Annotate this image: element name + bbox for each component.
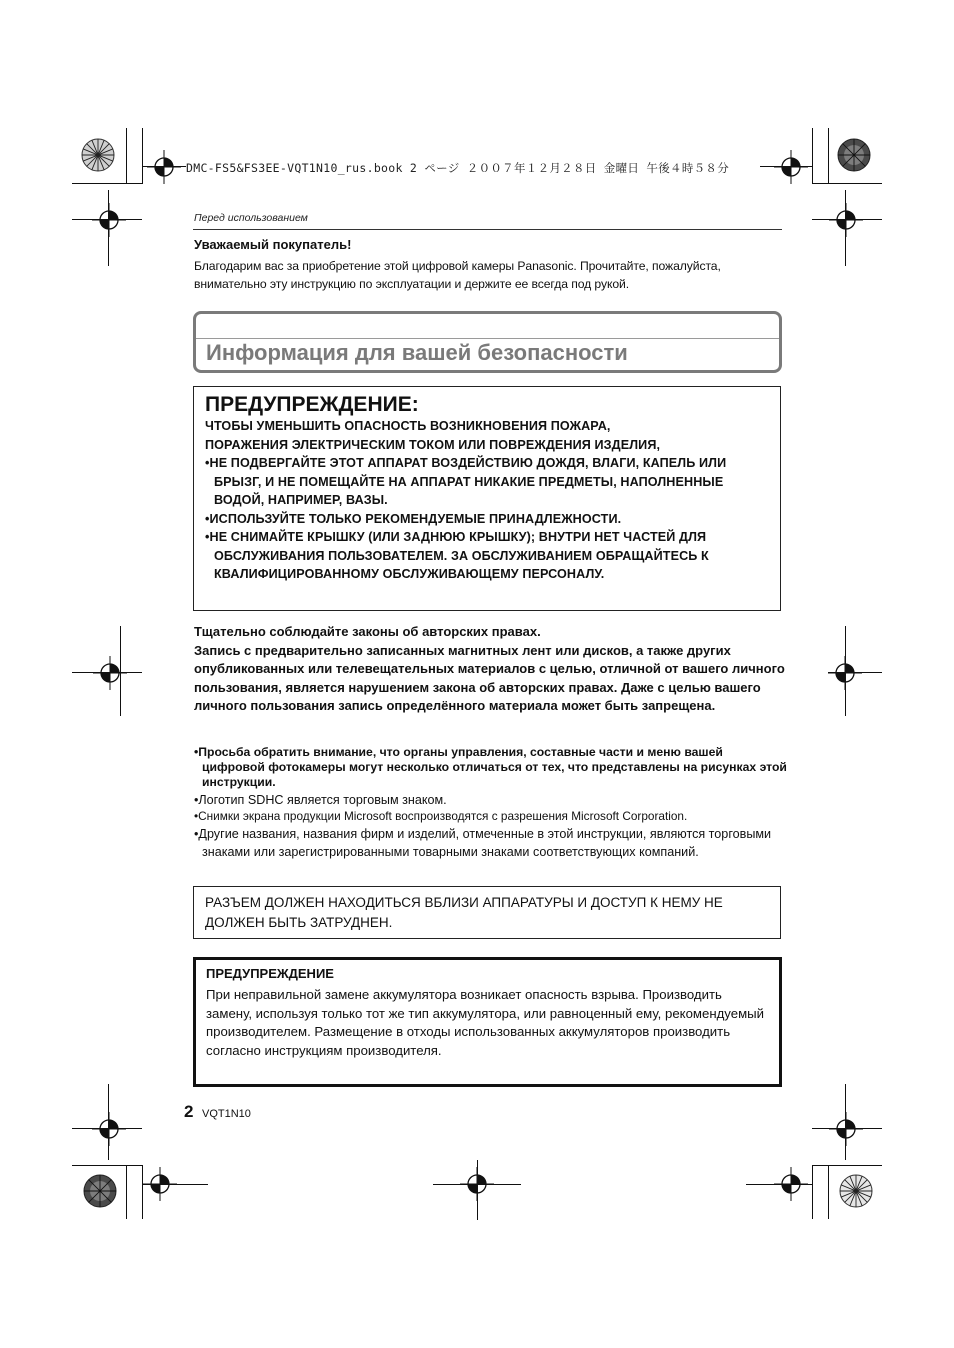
battery-warning-box [193,957,782,1087]
intro-text [194,257,786,293]
warning-bullet: •НЕ СНИМАЙТЕ КРЫШКУ (ИЛИ ЗАДНЮЮ КРЫШКУ); ВНУТРИ НЕТ ЧАСТЕЙ ДЛЯ ОБСЛУЖИВАНИЯ ПОЛЬЗОВАТЕЛЕМ. ЗА ОБСЛУЖИВАНИЕМ ОБРАЩАЙТЕСЬ К КВАЛИФИЦИРОВАННОМУ ОБСЛУЖИВАЮЩЕМУ ПЕРСОНАЛУ. [205,530,709,581]
sunburst-mark-icon [836,137,872,173]
intro-line: внимательно эту инструкцию по эксплуатации и держите ее всегда под рукой. [194,277,629,291]
note-item: •Другие названия, названия фирм и изделий, отмеченные в этой инструкции, являются торговыми знаками или зарегистрированными товарными знаками соответствующих компаний. [194,826,772,860]
registration-mark-icon [147,150,181,184]
sunburst-mark-icon [80,137,116,173]
registration-mark-icon [92,1112,126,1146]
registration-mark-icon [829,1112,863,1146]
battery-warning-text: При неправильной замене аккумулятора возникает опасность взрыва. Производить замену, используя только тот же тип аккумулятора, или равноценный ему, рекомендуемый производителем. Размещение в отходы использованных аккумуляторов производить согласно инструкциям производителя. [206,987,764,1058]
registration-mark-icon [143,1167,177,1201]
sunburst-mark-icon [838,1173,874,1209]
warning-text [205,417,775,584]
note-item: •Логотип SDHC является торговым знаком. [194,792,447,807]
warning-bullet: •ИСПОЛЬЗУЙТЕ ТОЛЬКО РЕКОМЕНДУЕМЫЕ ПРИНАДЛЕЖНОСТИ. [205,511,622,526]
warning-box [193,386,781,611]
copyright-notice [194,623,786,716]
registration-mark-icon [829,203,863,237]
registration-mark-icon [93,656,127,690]
notes-list [194,745,788,862]
safety-title-box [193,311,782,373]
copyright-text: Запись с предварительно записанных магнитных лент или дисков, а также других опубликованных или телевещательных материалов с целью, отличной от вашего личного пользования, является нарушением закона об авторских правах. Даже с целью вашего личного пользования запись определённого материала может быть запрещена. [194,642,785,713]
registration-mark-icon [774,150,808,184]
document-code: VQT1N10 [202,1108,251,1120]
page-number: 2 [184,1102,194,1121]
section-label: Перед использованием [194,212,308,224]
section-divider [193,229,782,230]
note-item: •Просьба обратить внимание, что органы управления, составные части и меню вашей цифровой фотокамеры могут несколько отличаться от тех, что представлены на рисунках этой инструкции. [194,745,787,790]
intro-heading: Уважаемый покупатель! [194,237,352,252]
registration-mark-icon [92,203,126,237]
warning-intro-line: ПОРАЖЕНИЯ ЭЛЕКТРИЧЕСКИМ ТОКОМ ИЛИ ПОВРЕЖДЕНИЯ ИЗДЕЛИЯ, [205,437,661,452]
registration-mark-icon [828,656,862,690]
print-header-strip: DMC-FS5&FS3EE-VQT1N10_rus.book 2 ページ ２００７年１２月２８日 金曜日 午後４時５８分 [186,161,730,175]
warning-title: ПРЕДУПРЕЖДЕНИЕ: [205,393,419,416]
registration-mark-icon [774,1167,808,1201]
battery-warning-title: ПРЕДУПРЕЖДЕНИЕ [206,966,334,981]
safety-title: Информация для вашей безопасности [206,340,628,365]
connector-notice-box [193,886,781,939]
title-box-rule [196,338,779,339]
registration-mark-icon [460,1167,494,1201]
copyright-heading: Тщательно соблюдайте законы об авторских правах. [194,624,541,639]
intro-line: Благодарим вас за приобретение этой цифровой камеры Panasonic. Прочитайте, пожалуйста, [194,259,721,273]
sunburst-mark-icon [82,1173,118,1209]
warning-intro-line: ЧТОБЫ УМЕНЬШИТЬ ОПАСНОСТЬ ВОЗНИКНОВЕНИЯ ПОЖАРА, [205,419,611,433]
note-item: •Снимки экрана продукции Microsoft воспроизводятся с разрешения Microsoft Corporation. [194,809,688,824]
warning-bullet: •НЕ ПОДВЕРГАЙТЕ ЭТОТ АППАРАТ ВОЗДЕЙСТВИЮ ДОЖДЯ, ВЛАГИ, КАПЕЛЬ ИЛИ БРЫЗГ, И НЕ ПОМЕЩАЙТЕ НА АППАРАТ НИКАКИЕ ПРЕДМЕТЫ, НАПОЛНЕННЫЕ ВОДОЙ, НАПРИМЕР, ВАЗЫ. [205,456,727,507]
connector-notice: РАЗЪЕМ ДОЛЖЕН НАХОДИТЬСЯ ВБЛИЗИ АППАРАТУРЫ И ДОСТУП К НЕМУ НЕ ДОЛЖЕН БЫТЬ ЗАТРУДНЕН. [205,895,723,930]
